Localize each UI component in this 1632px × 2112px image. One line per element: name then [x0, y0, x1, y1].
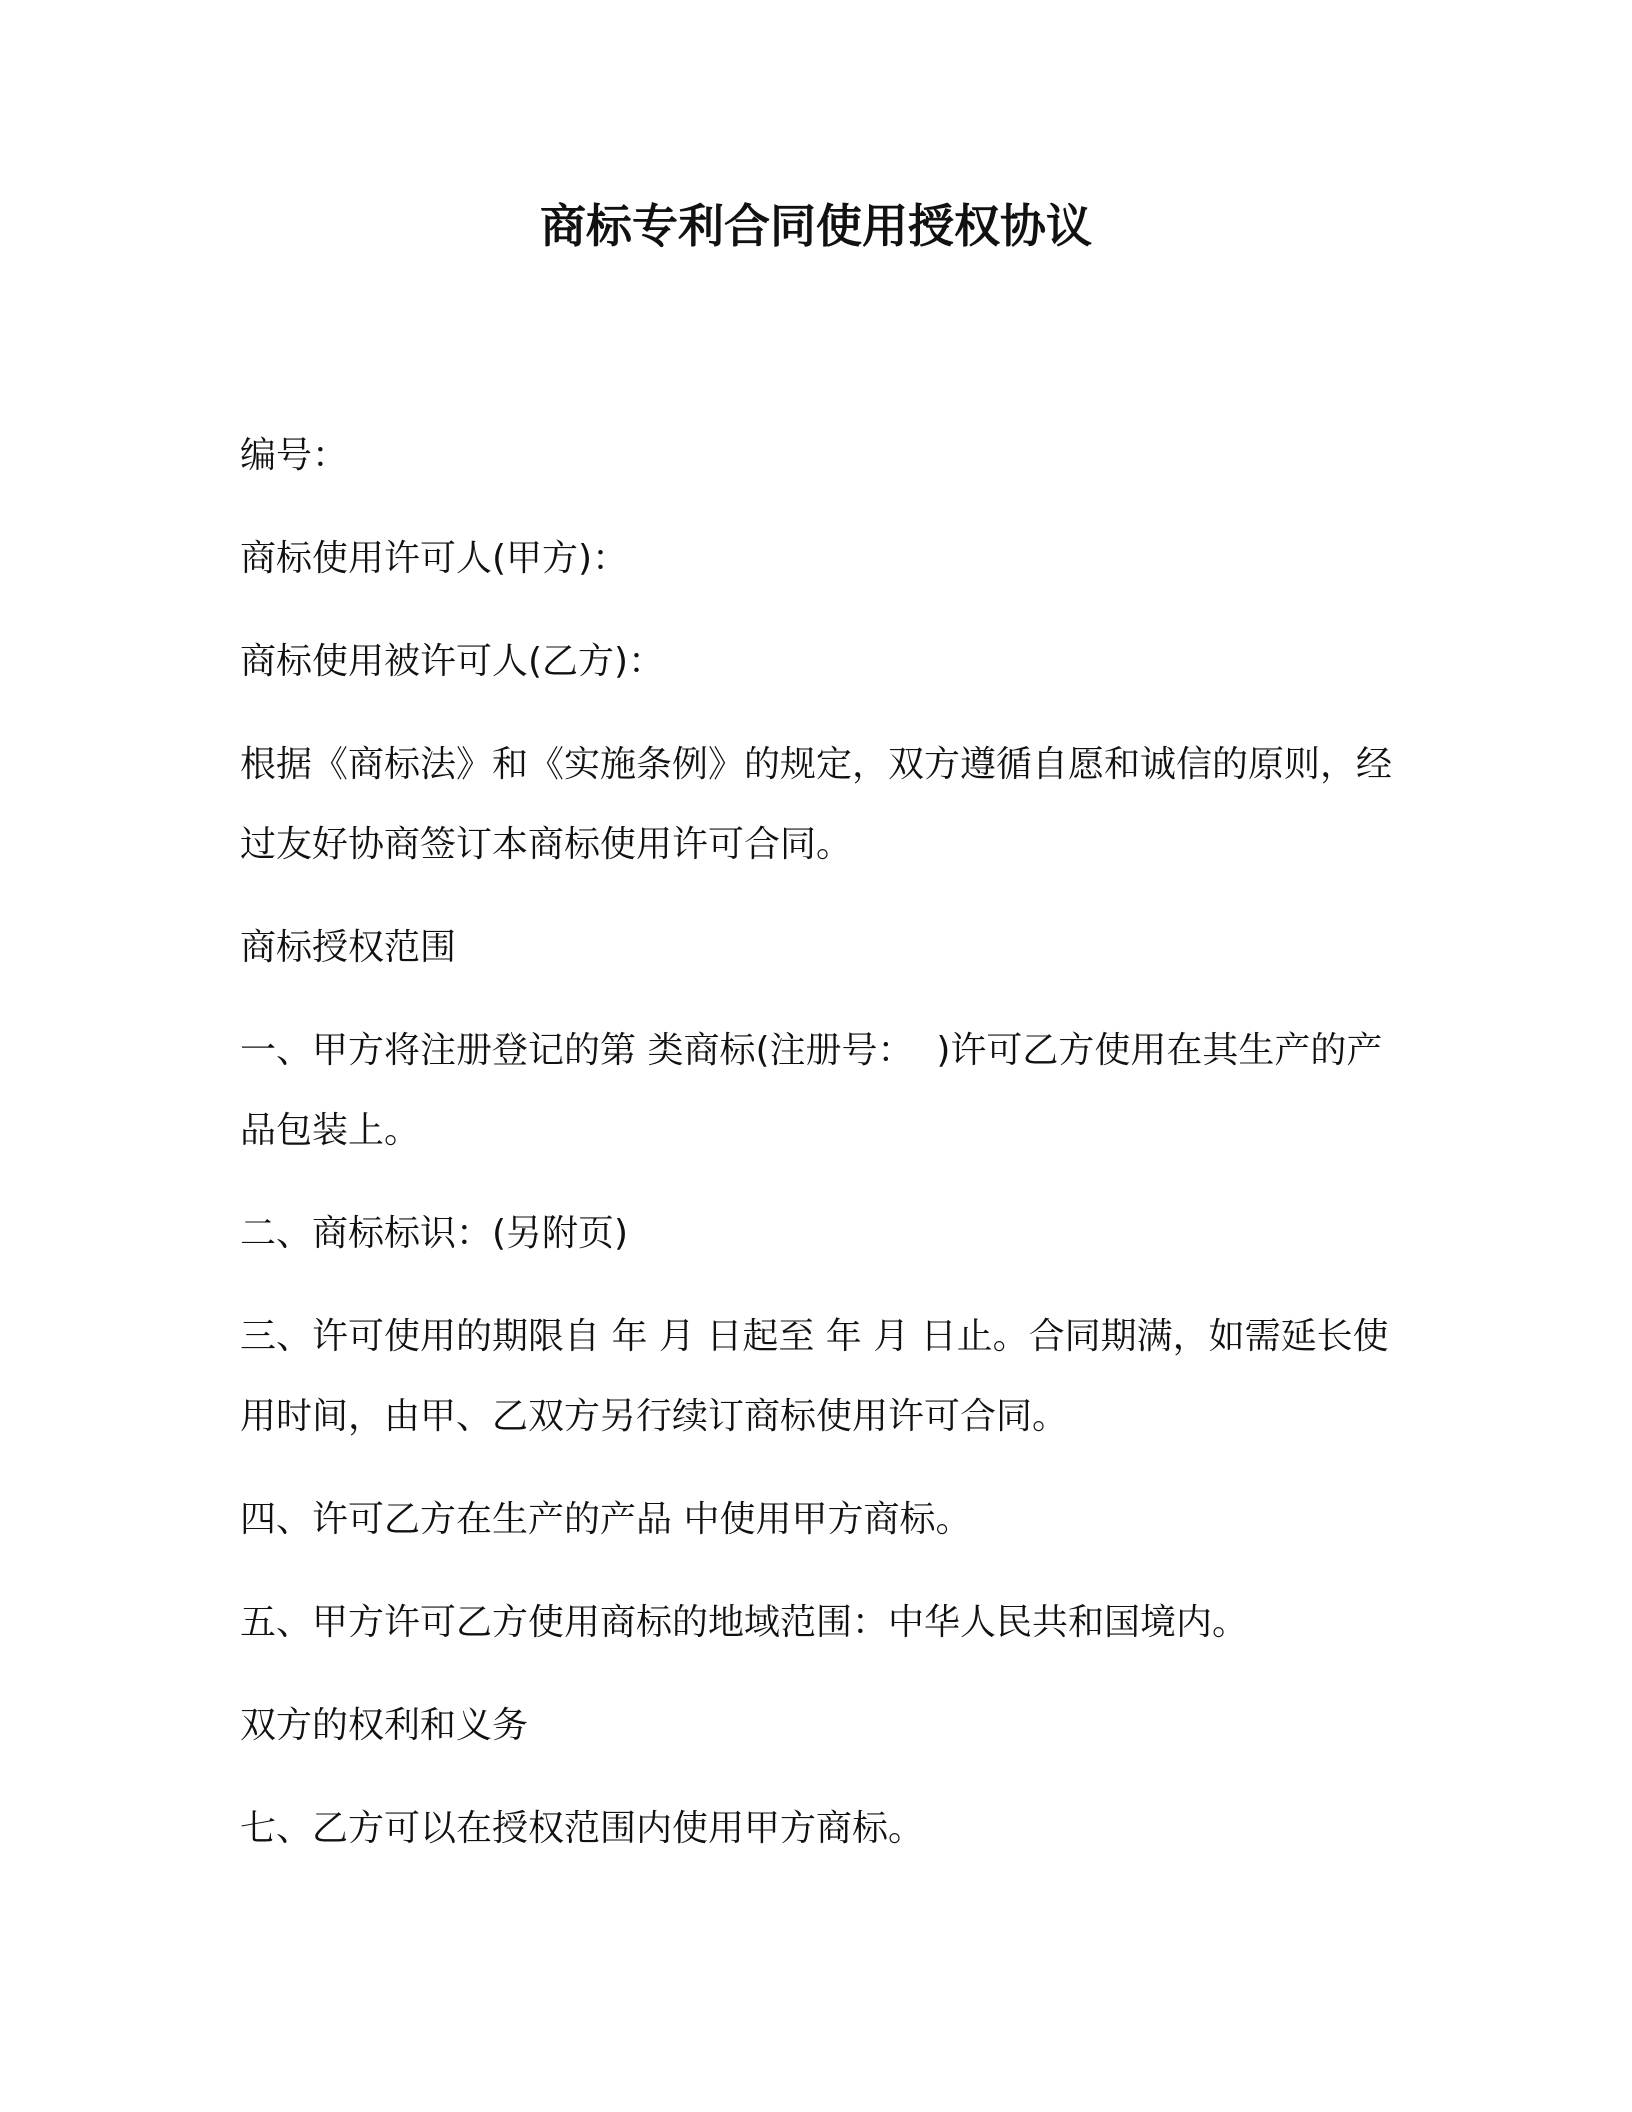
- contract-number-line: 编号：: [240, 435, 349, 476]
- preamble-paragraph: 根据《商标法》和《实施条例》的规定，双方遵循自愿和诚信的原则，经过友好协商签订本商标使用许可合同。: [240, 744, 1393, 865]
- clause-4: 四、许可乙方在生产的产品 中使用甲方商标。: [240, 1499, 972, 1540]
- clause-3: 三、许可使用的期限自 年 月 日起至 年 月 日止。合同期满，如需延长使用时间，由甲、乙双方另行续订商标使用许可合同。: [240, 1316, 1389, 1437]
- section-heading-scope: 商标授权范围: [240, 927, 457, 968]
- clause-2: 二、商标标识：(另附页): [240, 1213, 629, 1254]
- clause-1: 一、甲方将注册登记的第 类商标(注册号： )许可乙方使用在其生产的产品包装上。: [240, 1030, 1383, 1151]
- section-heading-rights: 双方的权利和义务: [240, 1705, 529, 1746]
- licensee-line: 商标使用被许可人(乙方)：: [240, 641, 665, 682]
- document-body: [240, 416, 1400, 1892]
- licensor-line: 商标使用许可人(甲方)：: [240, 538, 629, 579]
- clause-7: 七、乙方可以在授权范围内使用甲方商标。: [240, 1808, 925, 1849]
- clause-5: 五、甲方许可乙方使用商标的地域范围：中华人民共和国境内。: [240, 1602, 1249, 1643]
- document-title: 商标专利合同使用授权协议: [540, 199, 1092, 253]
